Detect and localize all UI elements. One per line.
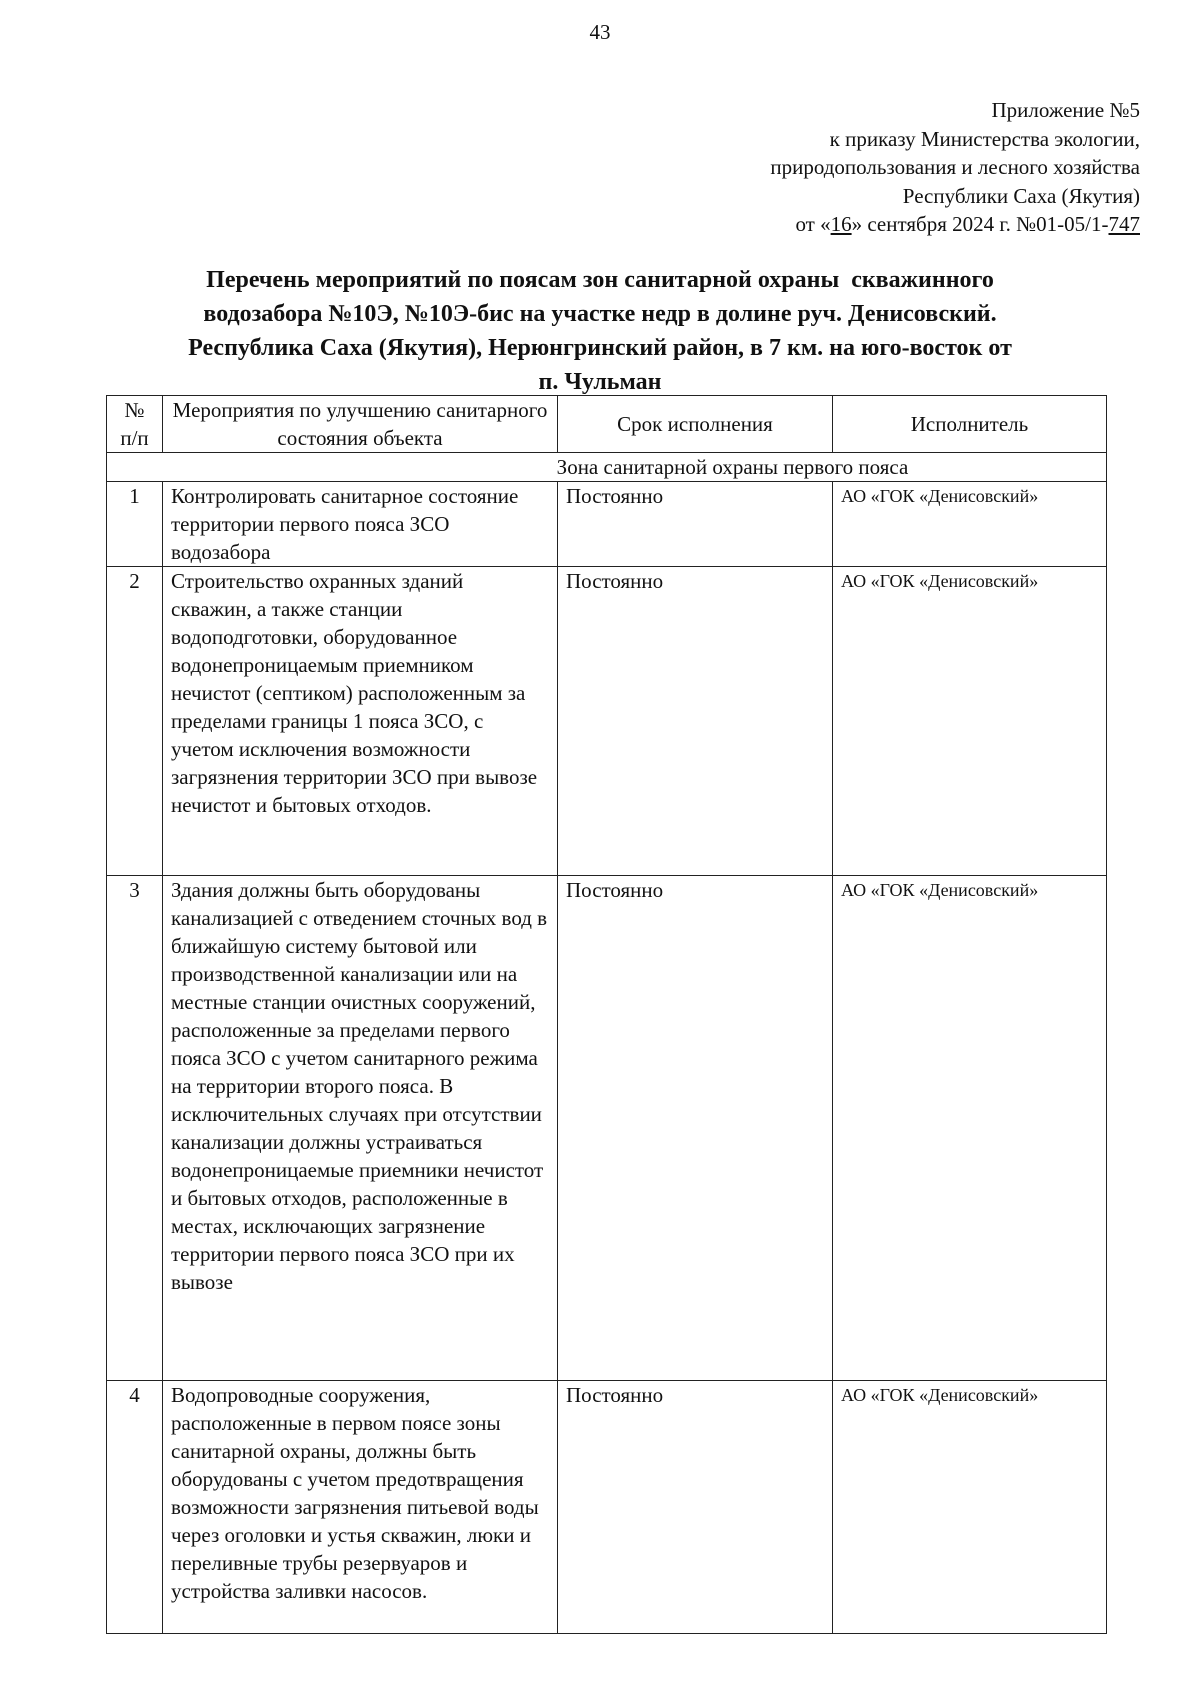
date-middle: » сентября 2024 г. №01-05/1- [851, 212, 1109, 236]
row-number: 2 [107, 567, 163, 876]
order-number: 747 [1108, 212, 1140, 236]
row-number: 4 [107, 1381, 163, 1634]
row-executor: АО «ГОК «Денисовский» [833, 567, 1107, 876]
row-term: Постоянно [558, 567, 833, 876]
header-executor: Исполнитель [833, 396, 1107, 453]
row-number: 1 [107, 482, 163, 567]
row-number: 3 [107, 876, 163, 1381]
appendix-line-2: к приказу Министерства экологии, [829, 126, 1140, 151]
table-header-row [107, 396, 1107, 453]
document-title [100, 263, 1100, 399]
table-row [107, 876, 1107, 1381]
row-action: Строительство охранных зданий скважин, а также станции водоподготовки, оборудованное водонепроницаемым приемником нечистот (септиком) расположенным за пределами границы 1 пояса ЗСО, с учетом исключения возможности загрязнения территории ЗСО при вывозе нечистот и бытовых отходов. [163, 567, 558, 876]
table-row [107, 482, 1107, 567]
title-line-1: Перечень мероприятий по поясам зон санитарной охраны скважинного [206, 267, 994, 293]
row-action: Контролировать санитарное состояние территории первого пояса ЗСО водозабора [163, 482, 558, 567]
row-executor: АО «ГОК «Денисовский» [833, 482, 1107, 567]
row-action: Водопроводные сооружения, расположенные в первом поясе зоны санитарной охраны, должны быть оборудованы с учетом предотвращения возможности загрязнения питьевой воды через оголовки и устья скважин, люки и переливные трубы резервуаров и устройства заливки насосов. [163, 1381, 558, 1634]
title-line-3: Республика Саха (Якутия), Нерюнгринский район, в 7 км. на юго-восток от [188, 335, 1012, 361]
title-line-4: п. Чульман [538, 369, 662, 395]
zone-row [107, 453, 1107, 482]
measures-table [106, 395, 1107, 1634]
row-executor: АО «ГОК «Денисовский» [833, 1381, 1107, 1634]
row-term: Постоянно [558, 876, 833, 1381]
appendix-date-line [540, 210, 1140, 239]
appendix-line-1: Приложение №5 [991, 98, 1140, 122]
title-line-2: водозабора №10Э, №10Э-бис на участке недр в долине руч. Денисовский. [203, 301, 997, 327]
page-number: 43 [589, 20, 611, 44]
row-executor: АО «ГОК «Денисовский» [833, 876, 1107, 1381]
header-term: Срок исполнения [558, 396, 833, 453]
table-row [107, 1381, 1107, 1634]
table-row [107, 567, 1107, 876]
row-action: Здания должны быть оборудованы канализацией с отведением сточных вод в ближайшую систему бытовой или производственной канализации или на местные станции очистных сооружений, расположенные за пределами первого пояса ЗСО с учетом санитарного режима на территории второго пояса. В исключительных случаях при отсутствии канализации должны устраиваться водонепроницаемые приемники нечистот и бытовых отходов, расположенные в местах, исключающих загрязнение территории первого пояса ЗСО при их вывозе [163, 876, 558, 1381]
appendix-block [540, 96, 1140, 239]
appendix-line-4: Республики Саха (Якутия) [902, 183, 1140, 208]
appendix-line-3: природопользования и лесного хозяйства [770, 155, 1140, 179]
row-term: Постоянно [558, 482, 833, 567]
zone-heading: Зона санитарной охраны первого пояса [107, 453, 1107, 482]
header-num: № п/п [107, 396, 163, 453]
header-action: Мероприятия по улучшению санитарного состояния объекта [163, 396, 558, 453]
row-term: Постоянно [558, 1381, 833, 1634]
date-day: 16 [830, 212, 852, 236]
date-prefix: от « [795, 212, 831, 236]
